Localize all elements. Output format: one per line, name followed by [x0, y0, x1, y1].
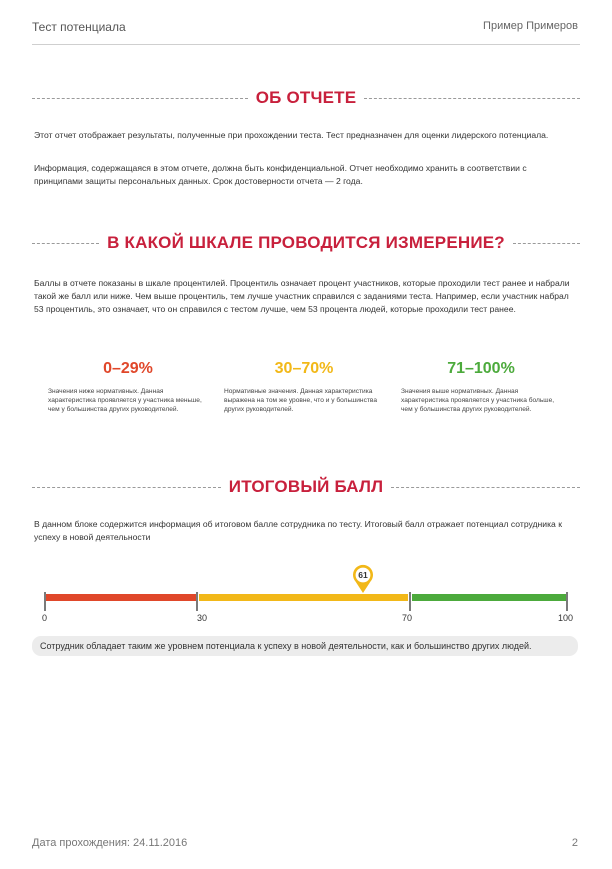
scale-label-0: 0 [42, 613, 48, 623]
about-paragraph-2: Информация, содержащаяся в этом отчете, должна быть конфиденциальной. Отчет необходимо хранить в соответствии с принципами защиты персональных данных. Срок достоверности отчета — 2 года. [34, 163, 527, 186]
section-total-heading [32, 475, 580, 499]
heading-rule-left [32, 487, 221, 488]
range-high-value: 71–100% [447, 360, 515, 377]
heading-rule-left [32, 243, 99, 244]
header-divider [32, 44, 580, 45]
scale-range-mid [224, 359, 384, 414]
section-scale-title: В КАКОЙ ШКАЛЕ ПРОВОДИТСЯ ИЗМЕРЕНИЕ? [107, 233, 505, 252]
range-mid-description: Нормативные значения. Данная характеристика выражена на том же уровне, что и у большинства других руководителей. [224, 388, 377, 413]
section-total-title: ИТОГОВЫЙ БАЛЛ [228, 477, 384, 496]
scale-bar-low [45, 594, 196, 601]
range-mid-value: 30–70% [274, 360, 334, 377]
report-title: Тест потенциала [32, 20, 126, 34]
page-number: 2 [571, 837, 578, 849]
heading-rule-right [391, 487, 580, 488]
marker-score-label: 61 [358, 570, 369, 580]
scale-intro: Баллы в отчете показаны в шкале процентилей. Процентиль означает процент участников, которые проходили тест ранее и набрали такой же балл или ниже. Чем выше процентиль, тем лучше участник справился с заданиями теста. Например, если участник набрал 53 процентиль, это означает, что он справился с тестом лучше, чем 53 процента людей, которые проходили тест ранее. [34, 278, 570, 314]
scale-label-100: 100 [558, 613, 574, 623]
score-interpretation: Сотрудник обладает таким же уровнем потенциала к успеху в новой деятельности, как и большинство других людей. [32, 636, 578, 656]
heading-rule-right [513, 243, 580, 244]
scale-tick-70 [409, 592, 411, 611]
range-low-value: 0–29% [103, 360, 153, 377]
section-about-title: ОБ ОТЧЕТЕ [255, 88, 357, 107]
scale-tick-30 [196, 592, 198, 611]
section-scale-heading [32, 231, 580, 255]
scale-range-high [401, 359, 561, 414]
scale-tick-0 [44, 592, 46, 611]
range-high-description: Значения выше нормативных. Данная характеристика проявляется у участника больше, чем у большинства других руководителей. [401, 388, 555, 413]
scale-bar-high [412, 594, 567, 601]
range-low-description: Значения ниже нормативных. Данная характеристика проявляется у участника меньше, чем у большинства других руководителей. [48, 388, 202, 413]
completion-date: Дата прохождения: 24.11.2016 [32, 837, 188, 849]
score-marker [352, 564, 374, 594]
section-about-heading [32, 86, 580, 110]
scale-label-70: 70 [402, 613, 413, 623]
scale-range-low [48, 359, 208, 414]
heading-rule-right [364, 98, 580, 99]
scale-tick-100 [566, 592, 568, 611]
scale-label-30: 30 [197, 613, 208, 623]
heading-rule-left [32, 98, 248, 99]
participant-name: Пример Примеров [483, 20, 578, 32]
about-paragraph-1: Этот отчет отображает результаты, полученные при прохождении теста. Тест предназначен для оценки лидерского потенциала. [34, 130, 549, 140]
total-intro: В данном блоке содержится информация об итоговом балле сотрудника по тесту. Итоговый балл отражает потенциал сотрудника к успеху в новой деятельности [34, 519, 562, 542]
scale-bar-mid [199, 594, 408, 601]
